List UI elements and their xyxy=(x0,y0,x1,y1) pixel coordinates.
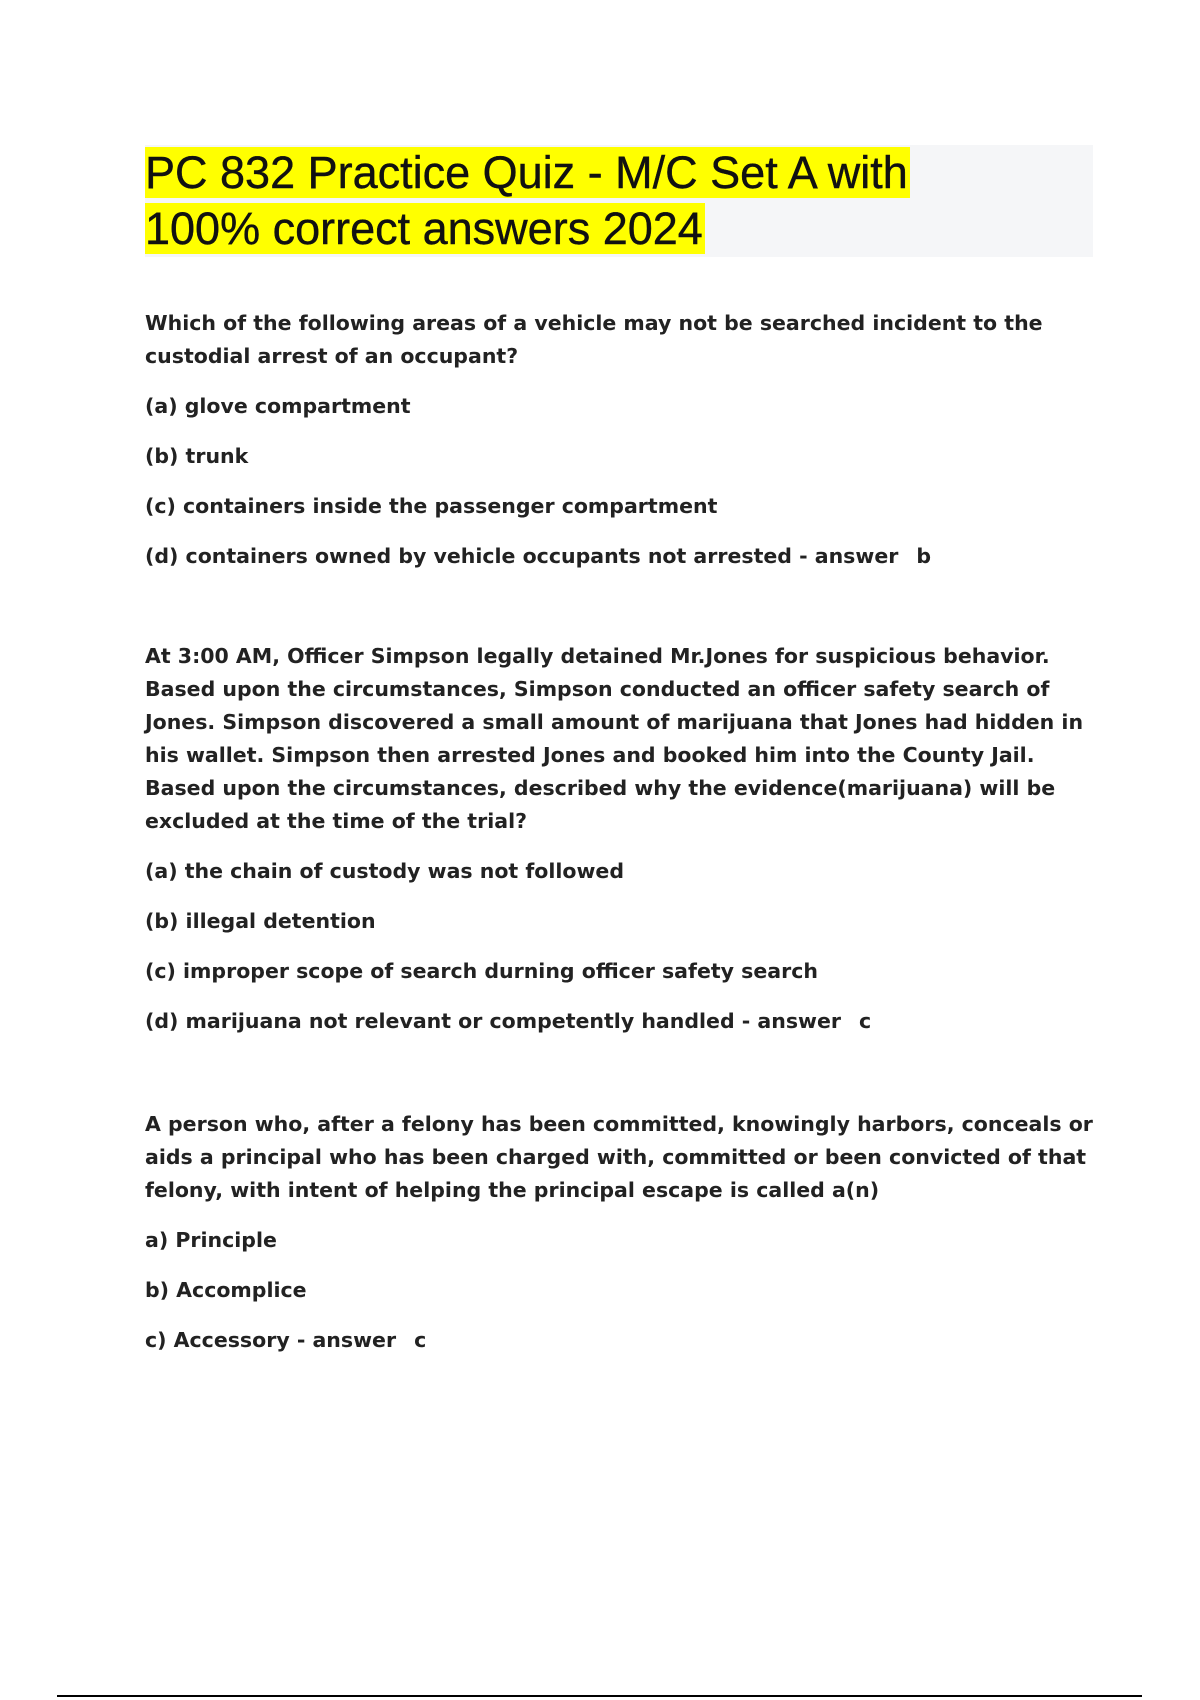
option-d-with-answer xyxy=(145,1005,1095,1038)
option-c: c) Accessory - answer xyxy=(145,1328,397,1352)
option-a: a) Principle xyxy=(145,1228,277,1252)
title-block xyxy=(145,145,1093,257)
question-stem: At 3:00 AM, Officer Simpson legally detained Mr.Jones for suspicious behavior. Based upon the circumstances, Simpson conducted an officer safety search of Jones. Simpson discovered a small amount of marijuana that Jones had hidden in his wallet. Simpson then arrested Jones and booked him into the County Jail. Based upon the circumstances, described why the evidence(marijuana) will be excluded at the time of the trial? xyxy=(145,644,1084,833)
title-line-1: PC 832 Practice Quiz - M/C Set A with xyxy=(145,147,908,198)
footer-divider xyxy=(57,1695,1142,1697)
option-b: b) Accomplice xyxy=(145,1278,307,1302)
question-3 xyxy=(145,1108,1095,1374)
question-2 xyxy=(145,640,1095,1055)
option-c: (c) improper scope of search durning officer safety search xyxy=(145,959,818,983)
answer-letter: c xyxy=(414,1328,427,1352)
option-c-with-answer xyxy=(145,1324,1095,1357)
option-b: (b) trunk xyxy=(145,444,249,468)
question-stem: A person who, after a felony has been committed, knowingly harbors, conceals or aids a principal who has been charged with, committed or been convicted of that felony, with intent of helping the principal escape is called a(n) xyxy=(145,1112,1093,1202)
option-d: (d) marijuana not relevant or competently handled - answer xyxy=(145,1009,841,1033)
option-d-with-answer xyxy=(145,540,1095,573)
page-title xyxy=(145,145,1093,257)
option-d: (d) containers owned by vehicle occupants not arrested - answer xyxy=(145,544,899,568)
option-c: (c) containers inside the passenger compartment xyxy=(145,494,718,518)
question-1 xyxy=(145,307,1095,590)
option-a: (a) glove compartment xyxy=(145,394,411,418)
option-a: (a) the chain of custody was not followed xyxy=(145,859,625,883)
title-line-2: 100% correct answers 2024 xyxy=(145,203,703,254)
answer-letter: b xyxy=(916,544,932,568)
question-stem: Which of the following areas of a vehicle may not be searched incident to the custodial arrest of an occupant? xyxy=(145,311,1043,368)
answer-letter: c xyxy=(858,1009,872,1033)
option-b: (b) illegal detention xyxy=(145,909,376,933)
